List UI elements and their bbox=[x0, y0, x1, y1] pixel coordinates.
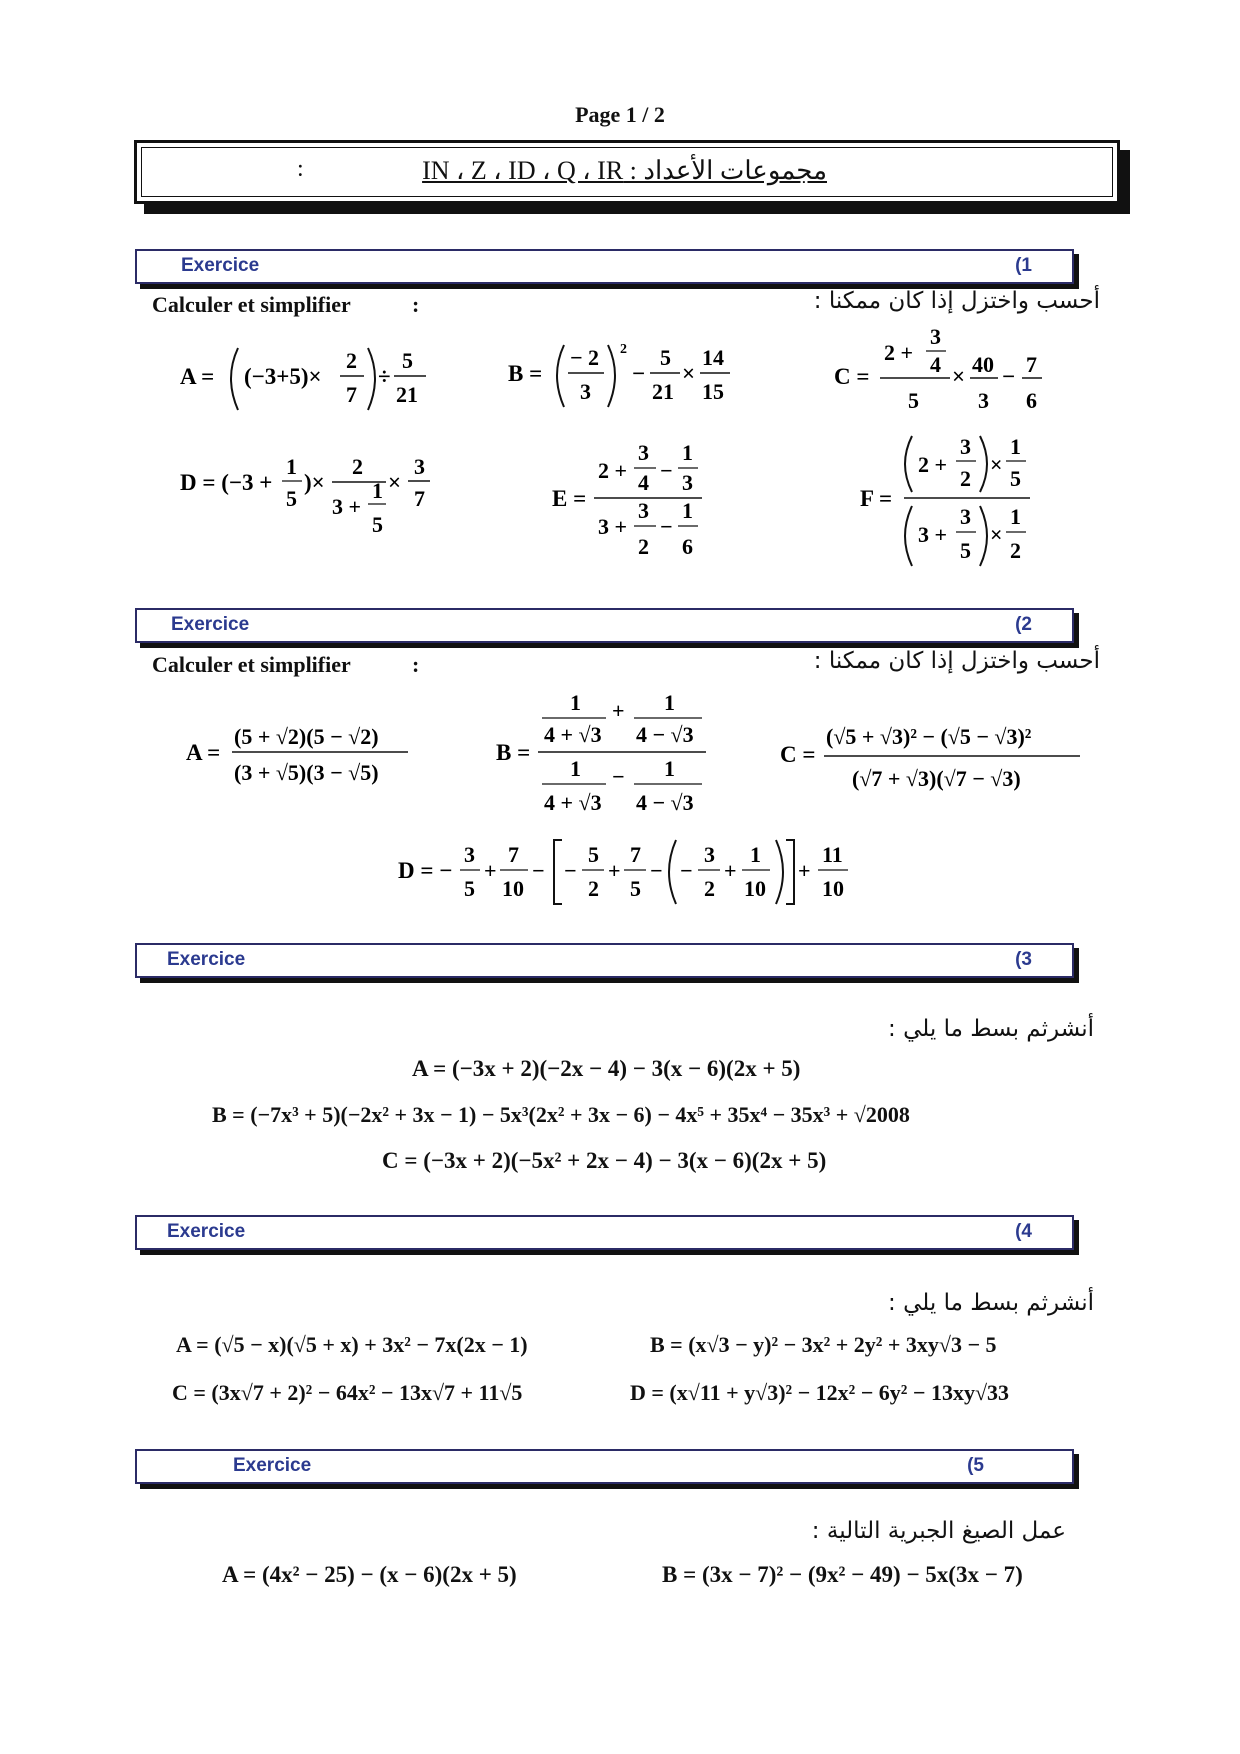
svg-text:2 +: 2 + bbox=[918, 452, 948, 477]
svg-text:3: 3 bbox=[580, 379, 591, 404]
svg-text:−: − bbox=[660, 458, 673, 483]
expr-5-A: A = (4x² − 25) − (x − 6)(2x + 5) bbox=[222, 1562, 517, 1587]
svg-text:1: 1 bbox=[664, 756, 675, 781]
svg-text:+: + bbox=[724, 858, 737, 883]
svg-text:−: − bbox=[660, 514, 673, 539]
svg-text:4 − √3: 4 − √3 bbox=[636, 722, 694, 747]
exercise-label: Exercice bbox=[167, 949, 246, 970]
instruction-fr: Calculer et simplifier bbox=[152, 652, 351, 677]
svg-text:11: 11 bbox=[822, 842, 843, 867]
expr-1-B bbox=[508, 335, 758, 415]
svg-text:1: 1 bbox=[1010, 504, 1021, 529]
svg-text:(5 + √2)(5 − √2): (5 + √2)(5 − √2) bbox=[234, 724, 379, 749]
svg-text:3: 3 bbox=[638, 498, 649, 523]
svg-text:− 2: − 2 bbox=[570, 345, 600, 370]
svg-text:7: 7 bbox=[630, 842, 641, 867]
svg-text:7: 7 bbox=[1026, 352, 1037, 377]
svg-text:4 + √3: 4 + √3 bbox=[544, 722, 602, 747]
svg-text:C =: C = bbox=[780, 742, 816, 767]
expr-3-A: A = (−3x + 2)(−2x − 4) − 3(x − 6)(2x + 5) bbox=[412, 1056, 801, 1081]
svg-text:C =: C = bbox=[834, 364, 870, 389]
svg-text:10: 10 bbox=[744, 876, 766, 901]
svg-text:−: − bbox=[1002, 364, 1016, 389]
svg-text:10: 10 bbox=[822, 876, 844, 901]
svg-text:5: 5 bbox=[960, 538, 971, 563]
svg-text:1: 1 bbox=[682, 498, 693, 523]
svg-text:5: 5 bbox=[1010, 466, 1021, 491]
svg-text:4 + √3: 4 + √3 bbox=[544, 790, 602, 815]
svg-text:−: − bbox=[632, 361, 646, 386]
svg-text:4: 4 bbox=[638, 470, 649, 495]
svg-text:A =: A = bbox=[180, 364, 215, 389]
svg-text:3: 3 bbox=[638, 440, 649, 465]
svg-text:10: 10 bbox=[502, 876, 524, 901]
svg-text:2: 2 bbox=[704, 876, 715, 901]
svg-text:3: 3 bbox=[682, 470, 693, 495]
svg-text:−: − bbox=[532, 858, 545, 883]
expr-2-B bbox=[496, 688, 716, 823]
expr-1-A bbox=[180, 338, 440, 418]
svg-text:(−3+5)×: (−3+5)× bbox=[244, 364, 322, 389]
expr-1-F bbox=[860, 428, 1040, 578]
expr-5-B: B = (3x − 7)² − (9x² − 49) − 5x(3x − 7) bbox=[662, 1562, 1023, 1587]
svg-text:14: 14 bbox=[702, 345, 724, 370]
svg-text:6: 6 bbox=[1026, 388, 1037, 413]
instruction-colon: : bbox=[412, 652, 420, 677]
svg-text:5: 5 bbox=[660, 345, 671, 370]
svg-text:−: − bbox=[612, 764, 625, 789]
svg-text:2 +: 2 + bbox=[884, 340, 914, 365]
svg-text:)×: )× bbox=[304, 470, 325, 495]
instruction-ar: أنشرثم بسط ما يلي : bbox=[888, 1016, 1094, 1042]
svg-text:3: 3 bbox=[978, 388, 989, 413]
exercise-number: (1 bbox=[1015, 255, 1032, 276]
svg-text:2: 2 bbox=[638, 534, 649, 559]
svg-text:1: 1 bbox=[664, 690, 675, 715]
svg-text:15: 15 bbox=[702, 379, 724, 404]
svg-text:D = (−3 +: D = (−3 + bbox=[180, 470, 273, 495]
svg-text:3: 3 bbox=[960, 434, 971, 459]
instruction-ar: عمل الصيغ الجبرية التالية : bbox=[811, 1518, 1066, 1544]
expr-2-C bbox=[780, 712, 1090, 802]
exercise-3-header bbox=[135, 943, 1074, 978]
exercise-1-header bbox=[135, 249, 1074, 284]
svg-text:−: − bbox=[680, 858, 693, 883]
instruction-colon: : bbox=[412, 292, 420, 317]
svg-text:5: 5 bbox=[286, 486, 297, 511]
page-title: مجموعات الأعداد : IN ، Z ، ID ، Q ، IR bbox=[422, 156, 827, 185]
exercise-4-header bbox=[135, 1215, 1074, 1250]
svg-text:5: 5 bbox=[630, 876, 641, 901]
expr-4-D: D = (x√11 + y√3)² − 12x² − 6y² − 13xy√33 bbox=[630, 1380, 1010, 1405]
instruction-fr: Calculer et simplifier bbox=[152, 292, 351, 317]
svg-text:1: 1 bbox=[682, 440, 693, 465]
svg-text:(√5 + √3)² − (√5 − √3)²: (√5 + √3)² − (√5 − √3)² bbox=[826, 724, 1032, 749]
svg-text:7: 7 bbox=[346, 382, 357, 407]
expr-4-B: B = (x√3 − y)² − 3x² + 2y² + 3xy√3 − 5 bbox=[650, 1332, 997, 1357]
expr-2-D bbox=[398, 832, 858, 912]
svg-text:2: 2 bbox=[346, 348, 357, 373]
svg-text:21: 21 bbox=[652, 379, 674, 404]
svg-text:5: 5 bbox=[588, 842, 599, 867]
expr-1-E bbox=[552, 438, 712, 568]
svg-text:+: + bbox=[798, 858, 811, 883]
svg-text:(√7 + √3)(√7 − √3): (√7 + √3)(√7 − √3) bbox=[852, 766, 1021, 791]
instruction-ar: أحسب واختزل إذا كان ممكنا : bbox=[813, 288, 1100, 314]
svg-text:2: 2 bbox=[620, 342, 627, 357]
exercise-5-header bbox=[135, 1449, 1074, 1484]
exercise-number: (2 bbox=[1015, 614, 1032, 635]
svg-text:1: 1 bbox=[1010, 434, 1021, 459]
svg-text:×: × bbox=[952, 364, 966, 389]
svg-text:(3 + √5)(3 − √5): (3 + √5)(3 − √5) bbox=[234, 760, 379, 785]
expr-4-C: C = (3x√7 + 2)² − 64x² − 13x√7 + 11√5 bbox=[172, 1380, 523, 1405]
svg-text:2: 2 bbox=[1010, 538, 1021, 563]
svg-text:×: × bbox=[990, 452, 1003, 477]
svg-text:4 − √3: 4 − √3 bbox=[636, 790, 694, 815]
svg-text:3: 3 bbox=[704, 842, 715, 867]
exercise-number: (5 bbox=[967, 1455, 984, 1476]
svg-text:×: × bbox=[388, 470, 402, 495]
expr-1-D bbox=[180, 448, 440, 548]
svg-text:6: 6 bbox=[682, 534, 693, 559]
svg-text:2: 2 bbox=[588, 876, 599, 901]
svg-text:21: 21 bbox=[396, 382, 418, 407]
svg-text:D = −: D = − bbox=[398, 858, 453, 883]
svg-text:2: 2 bbox=[960, 466, 971, 491]
title-colon: : bbox=[297, 156, 304, 182]
svg-text:−: − bbox=[650, 858, 663, 883]
svg-text:1: 1 bbox=[286, 454, 297, 479]
svg-text:40: 40 bbox=[972, 352, 994, 377]
instruction-ar: أنشرثم بسط ما يلي : bbox=[888, 1290, 1094, 1316]
svg-text:1: 1 bbox=[570, 756, 581, 781]
svg-text:3 +: 3 + bbox=[332, 494, 362, 519]
svg-text:1: 1 bbox=[570, 690, 581, 715]
svg-text:+: + bbox=[612, 698, 625, 723]
svg-text:5: 5 bbox=[402, 348, 413, 373]
exercise-label: Exercice bbox=[167, 1221, 246, 1242]
title-frame bbox=[134, 140, 1120, 204]
svg-text:A =: A = bbox=[186, 740, 221, 765]
svg-text:B =: B = bbox=[508, 361, 543, 386]
expr-4-A: A = (√5 − x)(√5 + x) + 3x² − 7x(2x − 1) bbox=[176, 1332, 528, 1357]
svg-text:7: 7 bbox=[508, 842, 519, 867]
svg-text:+: + bbox=[484, 858, 497, 883]
page-number: Page 1 / 2 bbox=[575, 102, 665, 127]
svg-text:1: 1 bbox=[750, 842, 761, 867]
svg-text:+: + bbox=[608, 858, 621, 883]
expr-1-C bbox=[834, 322, 1054, 422]
svg-text:7: 7 bbox=[414, 486, 425, 511]
svg-text:×: × bbox=[682, 361, 696, 386]
exercise-label: Exercice bbox=[171, 614, 250, 635]
svg-text:E =: E = bbox=[552, 486, 587, 511]
expr-3-C: C = (−3x + 2)(−5x² + 2x − 4) − 3(x − 6)(2x + 5) bbox=[382, 1148, 827, 1173]
exercise-label: Exercice bbox=[181, 255, 260, 276]
svg-text:5: 5 bbox=[372, 512, 383, 537]
svg-text:2: 2 bbox=[352, 454, 363, 479]
exercise-label: Exercice bbox=[233, 1455, 312, 1476]
svg-text:÷: ÷ bbox=[378, 364, 391, 389]
svg-text:−: − bbox=[564, 858, 577, 883]
svg-text:5: 5 bbox=[464, 876, 475, 901]
svg-text:4: 4 bbox=[930, 352, 941, 377]
svg-text:3: 3 bbox=[464, 842, 475, 867]
svg-text:F =: F = bbox=[860, 486, 893, 511]
svg-text:3: 3 bbox=[414, 454, 425, 479]
svg-text:2 +: 2 + bbox=[598, 458, 628, 483]
svg-text:3: 3 bbox=[930, 324, 941, 349]
svg-text:3 +: 3 + bbox=[598, 514, 628, 539]
svg-text:×: × bbox=[990, 522, 1003, 547]
expr-2-A bbox=[186, 712, 426, 792]
svg-text:3 +: 3 + bbox=[918, 522, 948, 547]
instruction-ar: أحسب واختزل إذا كان ممكنا : bbox=[813, 648, 1100, 674]
svg-text:3: 3 bbox=[960, 504, 971, 529]
exercise-number: (3 bbox=[1015, 949, 1032, 970]
exercise-number: (4 bbox=[1015, 1221, 1032, 1242]
svg-text:B =: B = bbox=[496, 740, 531, 765]
exercise-2-header bbox=[135, 608, 1074, 643]
svg-text:1: 1 bbox=[372, 478, 383, 503]
expr-3-B: B = (−7x³ + 5)(−2x² + 3x − 1) − 5x³(2x² + 3x − 6) − 4x⁵ + 35x⁴ − 35x³ + √2008 bbox=[212, 1102, 910, 1127]
svg-text:5: 5 bbox=[908, 388, 919, 413]
